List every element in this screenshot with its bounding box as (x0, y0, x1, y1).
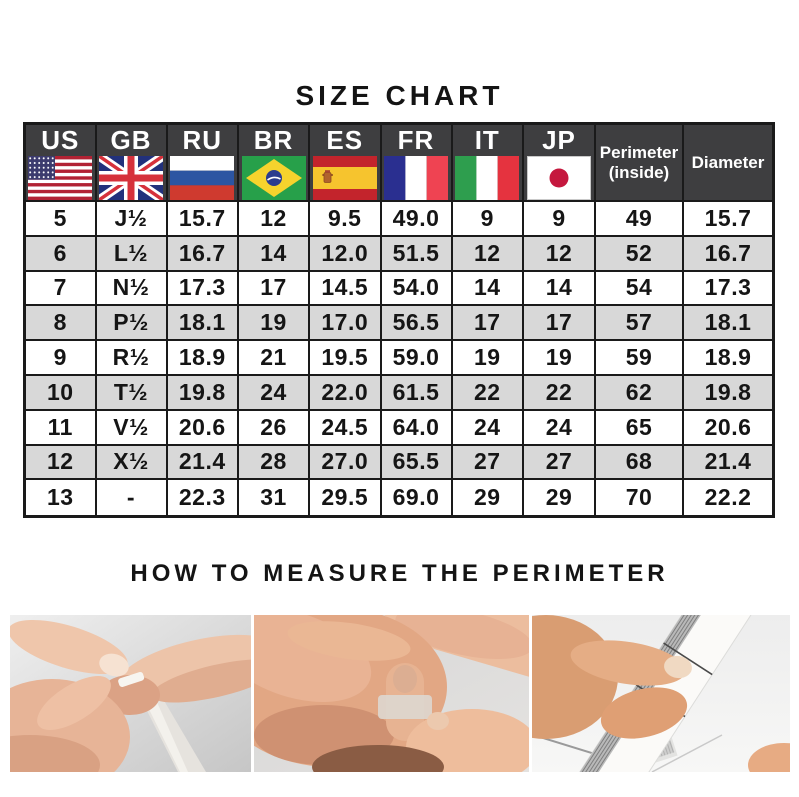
table-cell: J½ (97, 202, 168, 235)
table-cell: 29.5 (310, 480, 382, 515)
table-cell: 9 (26, 341, 97, 374)
size-table (23, 122, 775, 518)
table-cell: 68 (596, 446, 684, 479)
perimeter-header-sublabel: (inside) (608, 162, 670, 182)
country-code-label: GB (110, 125, 152, 155)
table-cell: 22 (453, 376, 525, 409)
table-cell: 65.5 (382, 446, 453, 479)
table-cell: 57 (596, 306, 684, 339)
table-cell: 24 (239, 376, 310, 409)
table-cell: 19.8 (704, 378, 752, 405)
table-cell: 22.3 (168, 480, 240, 515)
table-cell: 15.7 (168, 202, 240, 235)
table-row (26, 341, 772, 376)
country-code-label: US (41, 125, 80, 155)
table-cell: 13 (26, 480, 97, 515)
pinch-strip-photo (254, 615, 529, 772)
us-flag-icon (28, 156, 92, 200)
diameter-header-label: Diameter (691, 152, 765, 172)
country-code-label: JP (542, 125, 576, 155)
header-cell-jp (524, 125, 596, 202)
table-cell: 21.4 (704, 448, 752, 475)
jp-flag-icon (527, 156, 591, 200)
table-cell: 61.5 (382, 376, 453, 409)
table-cell: - (97, 480, 168, 515)
table-cell: 28 (239, 446, 310, 479)
table-cell: R½ (97, 341, 168, 374)
table-cell: 20.6 (704, 413, 752, 440)
table-cell: 49.0 (382, 202, 453, 235)
table-row (26, 376, 772, 411)
table-cell: 24 (453, 411, 525, 444)
table-cell: 20.6 (168, 411, 240, 444)
table-cell: 12 (26, 446, 97, 479)
table-cell: 17.0 (310, 306, 382, 339)
table-cell: L½ (97, 237, 168, 270)
table-cell: T½ (97, 376, 168, 409)
table-cell: 27.0 (310, 446, 382, 479)
table-cell: 24.5 (310, 411, 382, 444)
header-cell-ru (168, 125, 240, 202)
table-cell: 19 (239, 306, 310, 339)
measure-photo-3 (532, 615, 790, 772)
table-cell: 65 (596, 411, 684, 444)
size-table-header (26, 125, 772, 202)
table-cell: 9.5 (310, 202, 382, 235)
table-cell: 19.8 (168, 376, 240, 409)
table-cell: 17 (524, 306, 596, 339)
table-cell: 24 (524, 411, 596, 444)
gb-flag-icon (99, 156, 163, 200)
table-cell: 12.0 (310, 237, 382, 270)
table-cell: 17.3 (168, 272, 240, 305)
header-cell-gb (97, 125, 168, 202)
table-cell: 17 (239, 272, 310, 305)
country-code-label: BR (253, 125, 294, 155)
table-cell: 59 (596, 341, 684, 374)
table-cell: 49 (596, 202, 684, 235)
table-cell: 18.1 (168, 306, 240, 339)
table-cell: 10 (26, 376, 97, 409)
header-cell-diameter (684, 125, 772, 202)
table-cell: 21 (239, 341, 310, 374)
table-cell: V½ (97, 411, 168, 444)
table-cell: N½ (97, 272, 168, 305)
table-cell: 6 (26, 237, 97, 270)
table-cell: 64.0 (382, 411, 453, 444)
table-cell: 62 (596, 376, 684, 409)
wrap-strip-photo (10, 615, 251, 772)
table-cell: 16.7 (168, 237, 240, 270)
table-cell: 14.5 (310, 272, 382, 305)
table-cell: 9 (524, 202, 596, 235)
header-cell-us (26, 125, 97, 202)
table-cell: 54.0 (382, 272, 453, 305)
table-cell: 14 (453, 272, 525, 305)
it-flag-icon (455, 156, 519, 200)
table-cell: 22.0 (310, 376, 382, 409)
country-code-label: ES (326, 125, 364, 155)
measure-photos (10, 615, 790, 772)
measure-photo-1 (10, 615, 251, 772)
table-cell: 21.4 (168, 446, 240, 479)
table-row (26, 306, 772, 341)
measure-ruler-photo (532, 615, 790, 772)
table-cell: 17 (453, 306, 525, 339)
table-cell: 11 (26, 411, 97, 444)
table-cell: X½ (97, 446, 168, 479)
table-cell: 16.7 (704, 239, 752, 266)
br-flag-icon (242, 156, 306, 200)
table-cell: 31 (239, 480, 310, 515)
table-cell: 18.9 (168, 341, 240, 374)
table-cell: 51.5 (382, 237, 453, 270)
ru-flag-icon (170, 156, 234, 200)
table-cell: 18.1 (704, 309, 752, 336)
table-cell: 18.9 (704, 344, 752, 371)
table-cell: 14 (524, 272, 596, 305)
header-cell-fr (382, 125, 453, 202)
table-row (26, 272, 772, 307)
es-flag-icon (313, 156, 377, 200)
table-cell: P½ (97, 306, 168, 339)
table-row (26, 480, 772, 515)
table-cell: 27 (453, 446, 525, 479)
table-row (26, 202, 772, 237)
page-title: SIZE CHART (295, 80, 504, 111)
country-code-label: RU (182, 125, 223, 155)
measure-photo-2 (254, 615, 529, 772)
measure-section-title: HOW TO MEASURE THE PERIMETER (130, 560, 669, 587)
table-cell: 12 (524, 237, 596, 270)
perimeter-header-label: Perimeter (599, 142, 679, 162)
table-cell: 19 (453, 341, 525, 374)
table-cell: 14 (239, 237, 310, 270)
table-cell: 54 (596, 272, 684, 305)
table-cell: 69.0 (382, 480, 453, 515)
table-cell: 26 (239, 411, 310, 444)
header-cell-es (310, 125, 382, 202)
table-cell: 22.2 (704, 484, 752, 511)
table-cell: 52 (596, 237, 684, 270)
table-cell: 29 (453, 480, 525, 515)
table-cell: 15.7 (704, 204, 752, 231)
table-row (26, 446, 772, 481)
table-row (26, 237, 772, 272)
table-cell: 9 (453, 202, 525, 235)
country-code-label: FR (397, 125, 435, 155)
fr-flag-icon (384, 156, 448, 200)
table-cell: 8 (26, 306, 97, 339)
table-row (26, 411, 772, 446)
table-cell: 70 (596, 480, 684, 515)
table-cell: 29 (524, 480, 596, 515)
table-cell: 17.3 (704, 274, 752, 301)
table-cell: 7 (26, 272, 97, 305)
table-cell: 12 (239, 202, 310, 235)
table-cell: 59.0 (382, 341, 453, 374)
table-cell: 19 (524, 341, 596, 374)
country-code-label: IT (474, 125, 500, 155)
size-table-body (26, 202, 772, 515)
header-cell-br (239, 125, 310, 202)
header-cell-perimeter (596, 125, 684, 202)
table-cell: 27 (524, 446, 596, 479)
header-cell-it (453, 125, 525, 202)
table-cell: 22 (524, 376, 596, 409)
table-cell: 12 (453, 237, 525, 270)
table-cell: 56.5 (382, 306, 453, 339)
table-cell: 5 (26, 202, 97, 235)
table-cell: 19.5 (310, 341, 382, 374)
